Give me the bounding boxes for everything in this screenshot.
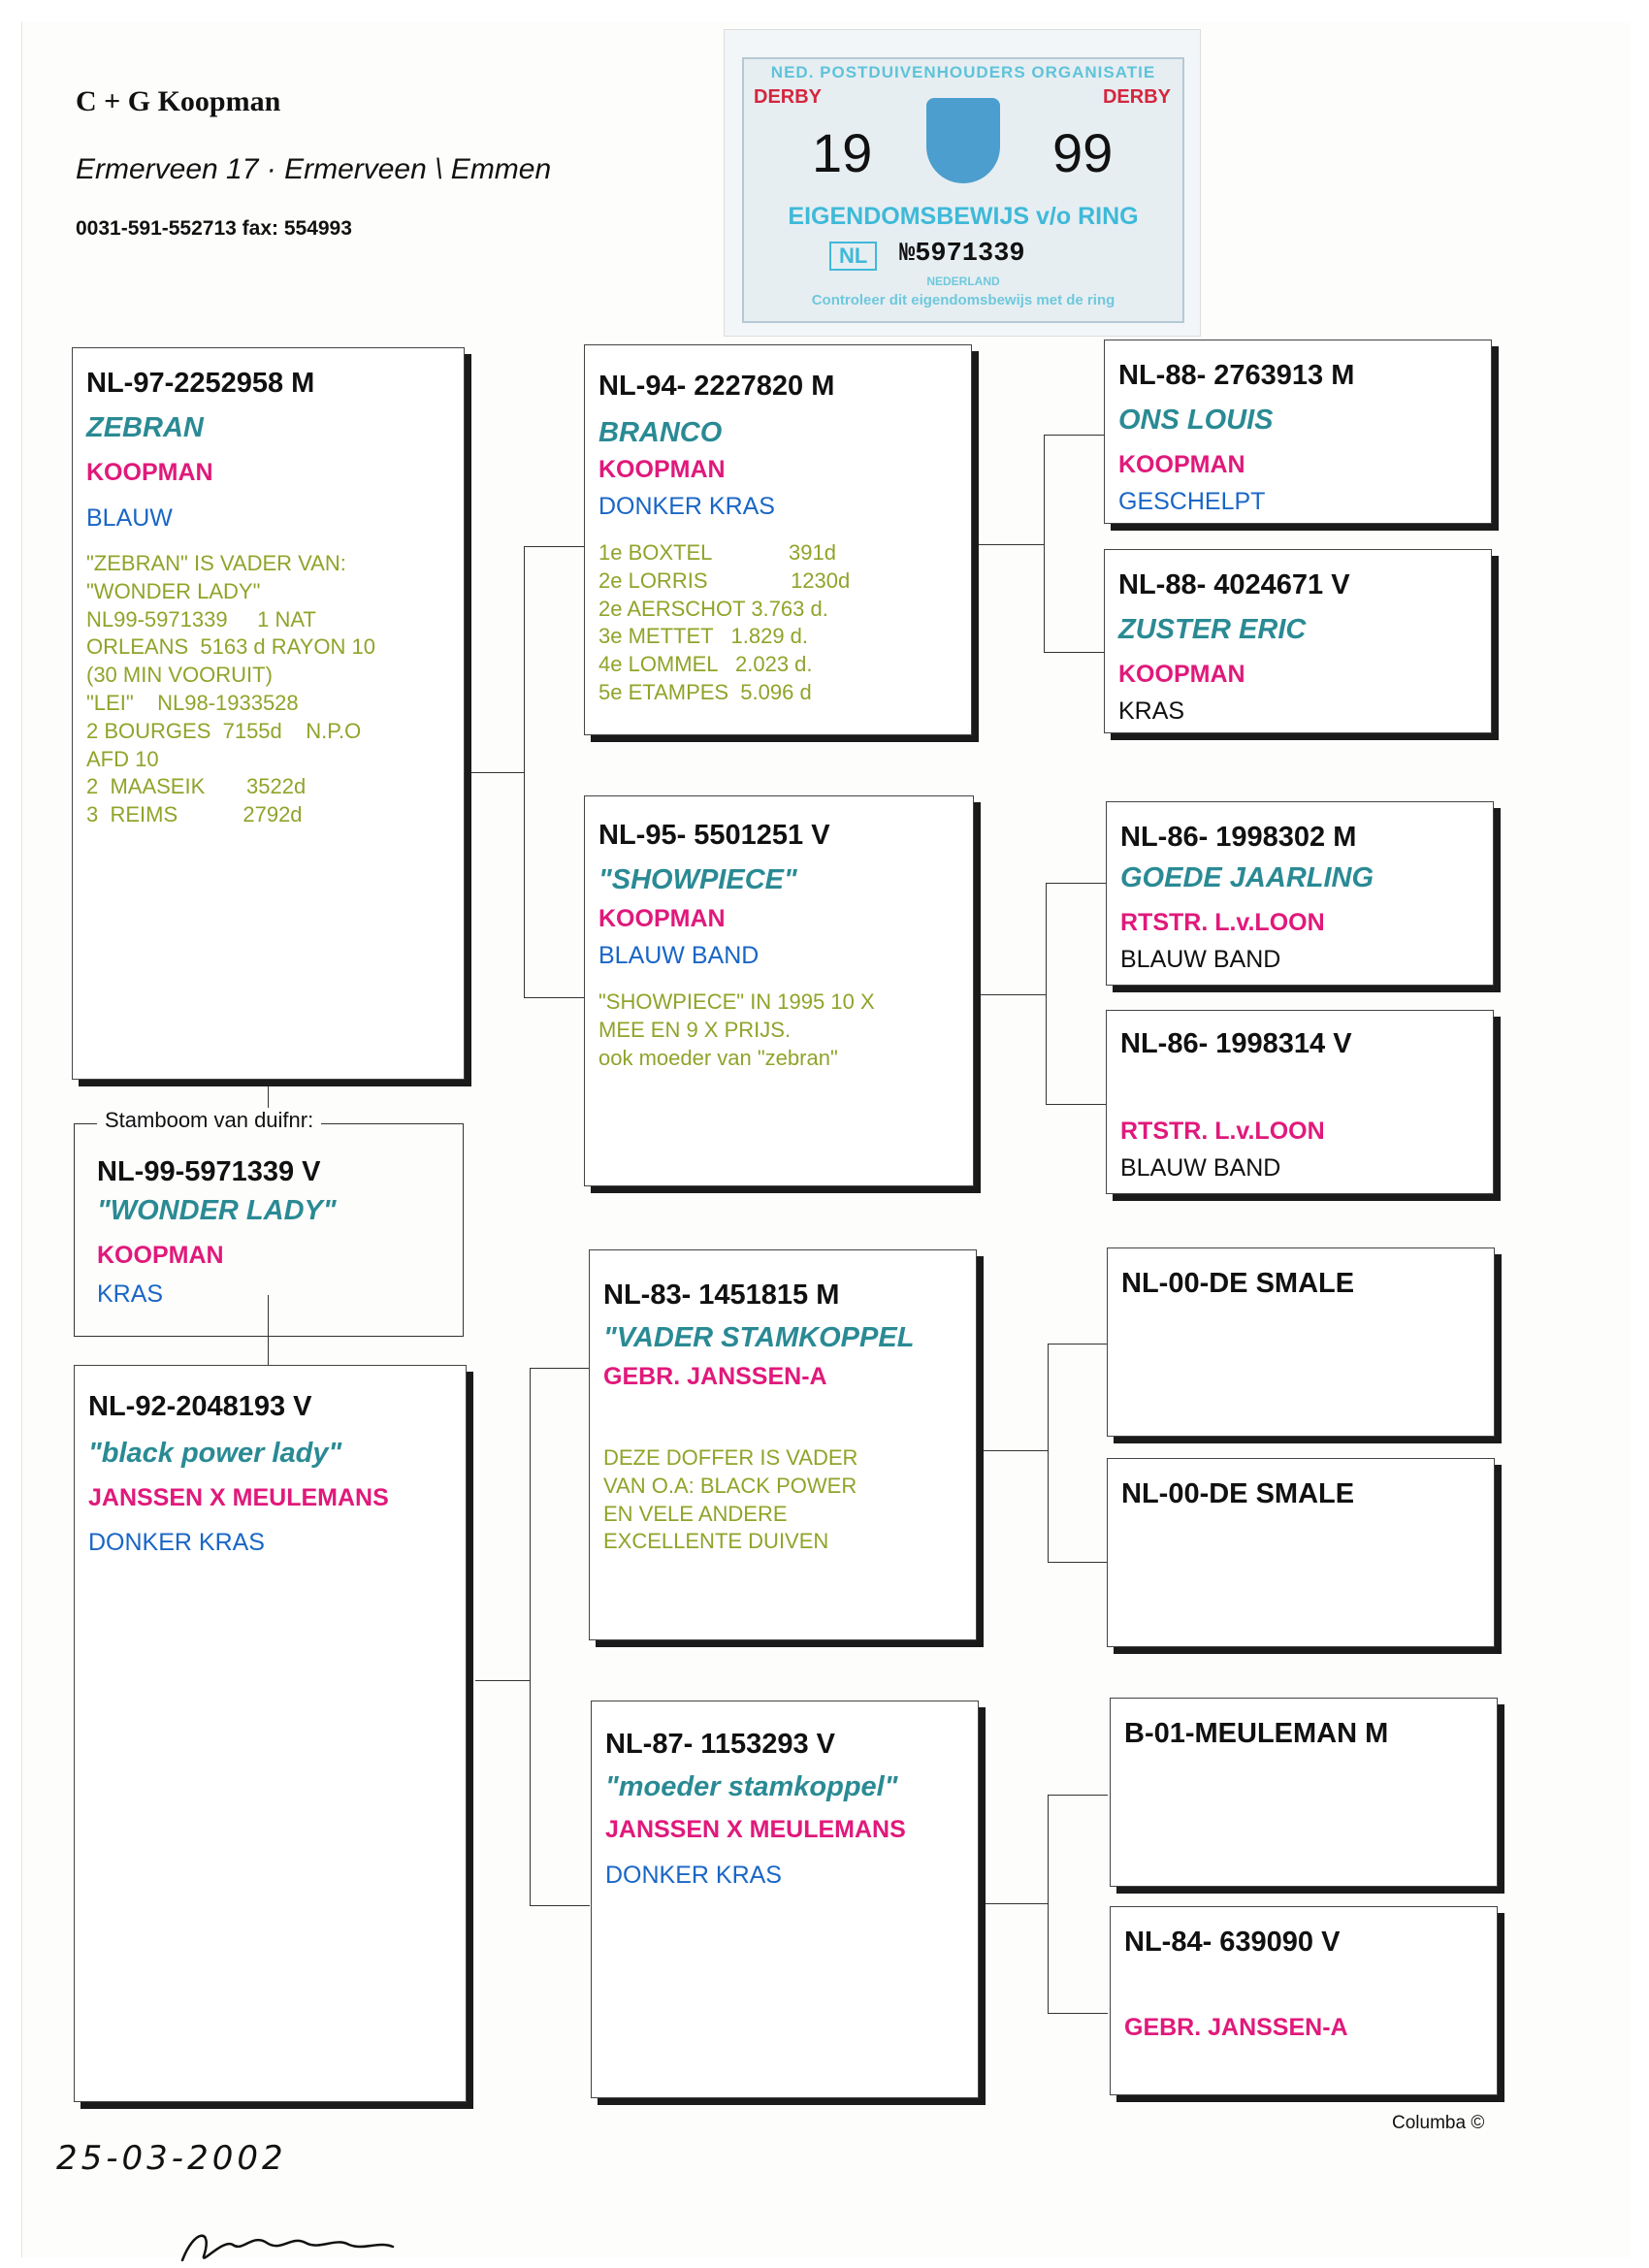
- fmm-breeder: RTSTR. L.v.LOON: [1120, 1118, 1325, 1145]
- mf-ring: NL-83- 1451815 M: [603, 1280, 840, 1311]
- fmf-breeder: RTSTR. L.v.LOON: [1120, 909, 1325, 936]
- certificate-derby-right: DERBY: [1102, 86, 1171, 108]
- father-color: BLAUW: [86, 504, 173, 532]
- granddam-paternal-card[interactable]: [584, 795, 974, 1186]
- stamboom-label: Stamboom van duifnr:: [97, 1108, 321, 1133]
- connector-line: [1048, 1795, 1049, 2013]
- connector-line: [1048, 1344, 1049, 1562]
- certificate-card: [742, 57, 1184, 323]
- connector-line: [268, 1295, 269, 1365]
- mm-name: "moeder stamkoppel": [605, 1771, 898, 1802]
- fmf-ring: NL-86- 1998302 M: [1120, 822, 1357, 853]
- subject-ring: NL-99-5971339 V: [97, 1156, 321, 1187]
- fff-name: ONS LOUIS: [1118, 405, 1274, 436]
- certificate-org: NED. POSTDUIVENHOUDERS ORGANISATIE: [770, 63, 1156, 81]
- fmf-name: GOEDE JAARLING: [1120, 862, 1374, 893]
- fff-color: GESCHELPT: [1118, 488, 1266, 515]
- certificate-title: EIGENDOMSBEWIJS v/o RING: [788, 203, 1139, 230]
- columba-credit: Columba ©: [1392, 2113, 1485, 2133]
- fff-card[interactable]: [1104, 340, 1492, 524]
- mm-ring: NL-87- 1153293 V: [605, 1729, 835, 1760]
- connector-line: [1046, 1104, 1106, 1105]
- ffm-color: KRAS: [1118, 697, 1185, 725]
- ff-color: DONKER KRAS: [598, 493, 775, 520]
- signature-icon: [175, 2219, 407, 2268]
- mother-ring: NL-92-2048193 V: [88, 1391, 312, 1422]
- connector-line: [1046, 883, 1047, 1104]
- certificate-nl: NL: [829, 242, 877, 271]
- fm-notes: "SHOWPIECE" IN 1995 10 X MEE EN 9 X PRIJS. ook moeder van "zebran": [598, 989, 875, 1070]
- father-ring: NL-97-2252958 M: [86, 368, 315, 399]
- fmm-color: BLAUW BAND: [1120, 1154, 1281, 1182]
- ff-breeder: KOOPMAN: [598, 456, 726, 483]
- mm-breeder: JANSSEN X MEULEMANS: [605, 1816, 906, 1843]
- mff-card[interactable]: [1107, 1247, 1495, 1437]
- lion-crest-icon: [926, 98, 1000, 183]
- fff-ring: NL-88- 2763913 M: [1118, 360, 1355, 391]
- connector-line: [975, 1450, 1048, 1451]
- mother-color: DONKER KRAS: [88, 1529, 265, 1556]
- subject-name: "WONDER LADY": [97, 1195, 337, 1226]
- ff-name: BRANCO: [598, 417, 723, 448]
- connector-line: [978, 1903, 1048, 1904]
- connector-line: [1044, 435, 1104, 436]
- owner-name: C + G Koopman: [76, 85, 281, 117]
- mmf-card[interactable]: [1110, 1698, 1498, 1887]
- connector-line: [975, 994, 1046, 995]
- father-notes: "ZEBRAN" IS VADER VAN: "WONDER LADY" NL99-5971339 1 NAT ORLEANS 5163 d RAYON 10 (30 MIN VOORUIT) "LEI" NL98-1933528 2 BOURGES 7155d N.P.O AFD 10 2 MAASEIK 3522d 3 REIMS 2792d: [86, 551, 375, 827]
- certificate-derby-left: DERBY: [754, 86, 823, 108]
- mmm-card[interactable]: [1110, 1906, 1498, 2095]
- connector-line: [1048, 1795, 1108, 1796]
- mmf-ring: B-01-MEULEMAN M: [1124, 1718, 1389, 1749]
- fm-breeder: KOOPMAN: [598, 905, 726, 932]
- certificate-year-right: 99: [1052, 122, 1114, 183]
- connector-line: [475, 1680, 530, 1681]
- fff-breeder: KOOPMAN: [1118, 451, 1245, 478]
- mmm-breeder: GEBR. JANSSEN-A: [1124, 2014, 1348, 2041]
- grandsire-paternal-card[interactable]: [584, 344, 972, 735]
- ffm-breeder: KOOPMAN: [1118, 661, 1245, 688]
- connector-line: [1048, 1562, 1108, 1563]
- ownership-certificate: [724, 29, 1201, 337]
- connector-line: [524, 546, 525, 997]
- connector-line: [1044, 435, 1045, 652]
- connector-line: [471, 772, 524, 773]
- fm-ring: NL-95- 5501251 V: [598, 820, 830, 851]
- mother-name: "black power lady": [88, 1438, 342, 1469]
- mf-name: "VADER STAMKOPPEL: [603, 1322, 915, 1353]
- handwritten-date: 25-03-2002: [56, 2139, 287, 2178]
- subject-border: [74, 1123, 75, 1337]
- father-card[interactable]: [72, 347, 465, 1080]
- connector-line: [1048, 2013, 1108, 2014]
- mm-color: DONKER KRAS: [605, 1862, 782, 1889]
- connector-line: [530, 1368, 590, 1369]
- mf-breeder: GEBR. JANSSEN-A: [603, 1363, 827, 1390]
- ffm-name: ZUSTER ERIC: [1118, 614, 1307, 645]
- fm-color: BLAUW BAND: [598, 942, 760, 969]
- fmm-ring: NL-86- 1998314 V: [1120, 1028, 1352, 1059]
- certificate-number: №5971339: [899, 240, 1025, 269]
- subject-border: [74, 1336, 464, 1337]
- owner-address: Ermerveen 17 · Ermerveen \ Emmen: [76, 153, 552, 185]
- subject-breeder: KOOPMAN: [97, 1242, 224, 1269]
- connector-line: [524, 546, 584, 547]
- ffm-ring: NL-88- 4024671 V: [1118, 569, 1350, 600]
- fmm-card[interactable]: [1106, 1010, 1494, 1194]
- mother-breeder: JANSSEN X MEULEMANS: [88, 1484, 389, 1511]
- certificate-country: NEDERLAND: [926, 275, 1000, 288]
- subject-color: KRAS: [97, 1280, 164, 1308]
- mfm-card[interactable]: [1107, 1458, 1495, 1647]
- mff-ring: NL-00-DE SMALE: [1121, 1268, 1355, 1299]
- father-breeder: KOOPMAN: [86, 459, 213, 486]
- granddam-maternal-card[interactable]: [591, 1701, 979, 2098]
- owner-phone: 0031-591-552713 fax: 554993: [76, 217, 352, 240]
- certificate-year-left: 19: [812, 122, 873, 183]
- father-name: ZEBRAN: [86, 412, 204, 443]
- connector-line: [530, 1368, 531, 1905]
- ffm-card[interactable]: [1104, 549, 1492, 733]
- connector-line: [1044, 652, 1104, 653]
- connector-line: [530, 1905, 590, 1906]
- fm-name: "SHOWPIECE": [598, 864, 797, 895]
- ff-notes: 1e BOXTEL 391d 2e LORRIS 1230d 2e AERSCHOT 3.763 d. 3e METTET 1.829 d. 4e LOMMEL 2.023 d. 5e ETAMPES 5.096 d: [598, 540, 851, 704]
- connector-line: [1046, 883, 1106, 884]
- connector-line: [524, 997, 584, 998]
- mfm-ring: NL-00-DE SMALE: [1121, 1478, 1355, 1509]
- subject-border: [463, 1123, 464, 1337]
- mmm-ring: NL-84- 639090 V: [1124, 1927, 1341, 1958]
- fmf-card[interactable]: [1106, 801, 1494, 986]
- ff-ring: NL-94- 2227820 M: [598, 371, 835, 402]
- fmf-color: BLAUW BAND: [1120, 946, 1281, 973]
- connector-line: [1048, 1344, 1108, 1345]
- connector-line: [973, 544, 1044, 545]
- mf-notes: DEZE DOFFER IS VADER VAN O.A: BLACK POWER EN VELE ANDERE EXCELLENTE DUIVEN: [603, 1445, 858, 1554]
- mother-card[interactable]: [74, 1365, 467, 2102]
- grandsire-maternal-card[interactable]: [589, 1249, 977, 1640]
- certificate-control-text: Controleer dit eigendomsbewijs met de ring: [811, 292, 1116, 308]
